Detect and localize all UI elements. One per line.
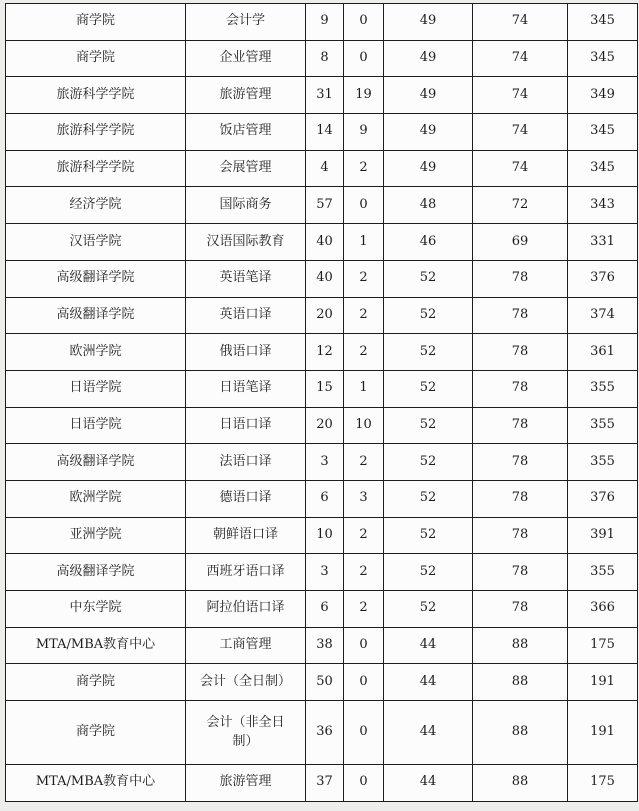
value-cell-3: 44 [384, 765, 473, 802]
value-cell-5: 175 [568, 627, 638, 664]
value-cell-1: 40 [306, 224, 344, 261]
college-cell: 亚洲学院 [6, 517, 186, 554]
value-cell-2: 0 [344, 4, 384, 41]
major-text: 阿拉伯语口译 [206, 600, 285, 616]
value-cell-1: 6 [306, 591, 344, 628]
value-cell-3: 52 [384, 480, 473, 517]
value-cell-1: 57 [306, 187, 344, 224]
value-cell-1: 14 [306, 114, 344, 151]
value-cell-1: 6 [306, 480, 344, 517]
table-row [6, 370, 638, 407]
value-cell-4: 88 [473, 627, 568, 664]
college-cell: 高级翻译学院 [6, 297, 186, 334]
college-cell: 高级翻译学院 [6, 554, 186, 591]
major-text: 英语笔译 [219, 270, 272, 286]
college-cell: MTA/MBA教育中心 [6, 627, 186, 664]
table-row [6, 627, 638, 664]
value-cell-5: 191 [568, 664, 638, 701]
value-cell-2: 2 [344, 591, 384, 628]
major-cell [186, 260, 306, 297]
value-cell-4: 78 [473, 444, 568, 481]
table-row [6, 40, 638, 77]
major-text: 会计（非全日制） [206, 714, 285, 749]
value-cell-1: 20 [306, 407, 344, 444]
value-cell-1: 31 [306, 77, 344, 114]
value-cell-4: 78 [473, 591, 568, 628]
major-text: 旅游管理 [219, 774, 272, 790]
major-text: 旅游管理 [219, 86, 272, 102]
value-cell-3: 49 [384, 77, 473, 114]
value-cell-3: 52 [384, 591, 473, 628]
value-cell-5: 361 [568, 334, 638, 371]
major-cell [186, 627, 306, 664]
value-cell-5: 374 [568, 297, 638, 334]
major-cell [186, 334, 306, 371]
value-cell-2: 0 [344, 40, 384, 77]
value-cell-5: 343 [568, 187, 638, 224]
college-cell: 汉语学院 [6, 224, 186, 261]
value-cell-1: 50 [306, 664, 344, 701]
table-row [6, 407, 638, 444]
major-text: 俄语口译 [219, 343, 272, 359]
value-cell-3: 49 [384, 40, 473, 77]
major-text: 工商管理 [219, 637, 272, 653]
value-cell-4: 74 [473, 77, 568, 114]
value-cell-2: 0 [344, 664, 384, 701]
value-cell-5: 345 [568, 4, 638, 41]
value-cell-3: 52 [384, 370, 473, 407]
value-cell-2: 1 [344, 370, 384, 407]
value-cell-4: 88 [473, 664, 568, 701]
value-cell-3: 52 [384, 517, 473, 554]
admissions-score-table [5, 3, 638, 802]
college-cell: 日语学院 [6, 370, 186, 407]
major-cell [186, 701, 306, 765]
college-cell: 商学院 [6, 701, 186, 765]
major-text: 会计学 [225, 13, 265, 29]
value-cell-3: 52 [384, 444, 473, 481]
value-cell-5: 355 [568, 444, 638, 481]
value-cell-5: 391 [568, 517, 638, 554]
value-cell-3: 44 [384, 664, 473, 701]
value-cell-2: 0 [344, 765, 384, 802]
value-cell-3: 52 [384, 407, 473, 444]
value-cell-3: 52 [384, 260, 473, 297]
table-row [6, 297, 638, 334]
value-cell-4: 74 [473, 40, 568, 77]
value-cell-4: 78 [473, 334, 568, 371]
value-cell-5: 366 [568, 591, 638, 628]
major-cell [186, 407, 306, 444]
value-cell-4: 78 [473, 297, 568, 334]
value-cell-3: 52 [384, 334, 473, 371]
major-text: 会展管理 [219, 160, 272, 176]
table-row [6, 114, 638, 151]
value-cell-4: 78 [473, 554, 568, 591]
college-cell: 商学院 [6, 664, 186, 701]
college-cell: 商学院 [6, 4, 186, 41]
value-cell-3: 49 [384, 114, 473, 151]
table-body [6, 4, 638, 802]
value-cell-2: 2 [344, 334, 384, 371]
college-cell: 商学院 [6, 40, 186, 77]
college-cell: 高级翻译学院 [6, 444, 186, 481]
table-row [6, 444, 638, 481]
major-text: 日语笔译 [219, 380, 272, 396]
value-cell-2: 2 [344, 554, 384, 591]
value-cell-5: 345 [568, 40, 638, 77]
value-cell-1: 9 [306, 4, 344, 41]
major-cell [186, 40, 306, 77]
college-cell: 旅游科学学院 [6, 150, 186, 187]
value-cell-1: 3 [306, 444, 344, 481]
table-row [6, 664, 638, 701]
major-cell [186, 480, 306, 517]
value-cell-1: 3 [306, 554, 344, 591]
value-cell-3: 52 [384, 297, 473, 334]
college-cell: 旅游科学学院 [6, 114, 186, 151]
value-cell-5: 345 [568, 150, 638, 187]
table-row [6, 480, 638, 517]
major-cell [186, 224, 306, 261]
value-cell-3: 49 [384, 150, 473, 187]
value-cell-5: 345 [568, 114, 638, 151]
value-cell-1: 12 [306, 334, 344, 371]
value-cell-2: 9 [344, 114, 384, 151]
table-row [6, 517, 638, 554]
value-cell-4: 69 [473, 224, 568, 261]
major-text: 国际商务 [219, 196, 272, 212]
major-cell [186, 297, 306, 334]
value-cell-4: 74 [473, 150, 568, 187]
value-cell-1: 8 [306, 40, 344, 77]
value-cell-4: 78 [473, 480, 568, 517]
value-cell-4: 78 [473, 260, 568, 297]
major-text: 朝鲜语口译 [212, 527, 278, 543]
table-row [6, 701, 638, 765]
major-cell [186, 4, 306, 41]
value-cell-2: 3 [344, 480, 384, 517]
value-cell-2: 2 [344, 517, 384, 554]
value-cell-4: 88 [473, 765, 568, 802]
college-cell: 经济学院 [6, 187, 186, 224]
value-cell-1: 20 [306, 297, 344, 334]
value-cell-5: 355 [568, 554, 638, 591]
value-cell-2: 1 [344, 224, 384, 261]
value-cell-4: 88 [473, 701, 568, 765]
value-cell-2: 2 [344, 260, 384, 297]
major-cell [186, 114, 306, 151]
value-cell-2: 10 [344, 407, 384, 444]
value-cell-1: 10 [306, 517, 344, 554]
value-cell-2: 0 [344, 187, 384, 224]
value-cell-2: 19 [344, 77, 384, 114]
major-text: 法语口译 [219, 453, 272, 469]
college-cell: 中东学院 [6, 591, 186, 628]
table-row [6, 224, 638, 261]
value-cell-5: 331 [568, 224, 638, 261]
value-cell-4: 74 [473, 114, 568, 151]
value-cell-2: 2 [344, 150, 384, 187]
major-text: 西班牙语口译 [206, 563, 285, 579]
value-cell-2: 0 [344, 701, 384, 765]
college-cell: 日语学院 [6, 407, 186, 444]
value-cell-2: 0 [344, 627, 384, 664]
value-cell-5: 376 [568, 480, 638, 517]
major-cell [186, 591, 306, 628]
table-row [6, 260, 638, 297]
college-cell: 旅游科学学院 [6, 77, 186, 114]
value-cell-1: 37 [306, 765, 344, 802]
college-cell: 欧洲学院 [6, 480, 186, 517]
major-text: 英语口译 [219, 306, 272, 322]
value-cell-4: 78 [473, 370, 568, 407]
value-cell-5: 191 [568, 701, 638, 765]
value-cell-2: 2 [344, 297, 384, 334]
major-cell [186, 664, 306, 701]
value-cell-1: 36 [306, 701, 344, 765]
value-cell-3: 52 [384, 554, 473, 591]
value-cell-3: 48 [384, 187, 473, 224]
major-text: 会计（全日制） [199, 673, 291, 689]
major-cell [186, 444, 306, 481]
table-row [6, 591, 638, 628]
major-text: 德语口译 [219, 490, 272, 506]
major-text: 汉语国际教育 [206, 233, 285, 249]
major-cell [186, 187, 306, 224]
value-cell-5: 376 [568, 260, 638, 297]
table-row [6, 765, 638, 802]
major-text: 日语口译 [219, 416, 272, 432]
value-cell-1: 40 [306, 260, 344, 297]
value-cell-1: 15 [306, 370, 344, 407]
value-cell-4: 78 [473, 517, 568, 554]
value-cell-1: 38 [306, 627, 344, 664]
table-row [6, 150, 638, 187]
value-cell-5: 355 [568, 370, 638, 407]
value-cell-5: 175 [568, 765, 638, 802]
major-cell [186, 517, 306, 554]
major-cell [186, 765, 306, 802]
major-cell [186, 150, 306, 187]
value-cell-4: 74 [473, 4, 568, 41]
value-cell-5: 349 [568, 77, 638, 114]
value-cell-4: 72 [473, 187, 568, 224]
value-cell-2: 2 [344, 444, 384, 481]
college-cell: 高级翻译学院 [6, 260, 186, 297]
value-cell-3: 46 [384, 224, 473, 261]
college-cell: 欧洲学院 [6, 334, 186, 371]
major-cell [186, 77, 306, 114]
value-cell-4: 78 [473, 407, 568, 444]
major-cell [186, 370, 306, 407]
major-text: 企业管理 [219, 50, 272, 66]
table-row [6, 554, 638, 591]
major-cell [186, 554, 306, 591]
value-cell-1: 4 [306, 150, 344, 187]
value-cell-3: 44 [384, 627, 473, 664]
value-cell-3: 49 [384, 4, 473, 41]
value-cell-3: 44 [384, 701, 473, 765]
value-cell-5: 355 [568, 407, 638, 444]
table-row [6, 187, 638, 224]
table-row [6, 77, 638, 114]
table-row [6, 334, 638, 371]
table-row [6, 4, 638, 41]
major-text: 饭店管理 [219, 123, 272, 139]
college-cell: MTA/MBA教育中心 [6, 765, 186, 802]
